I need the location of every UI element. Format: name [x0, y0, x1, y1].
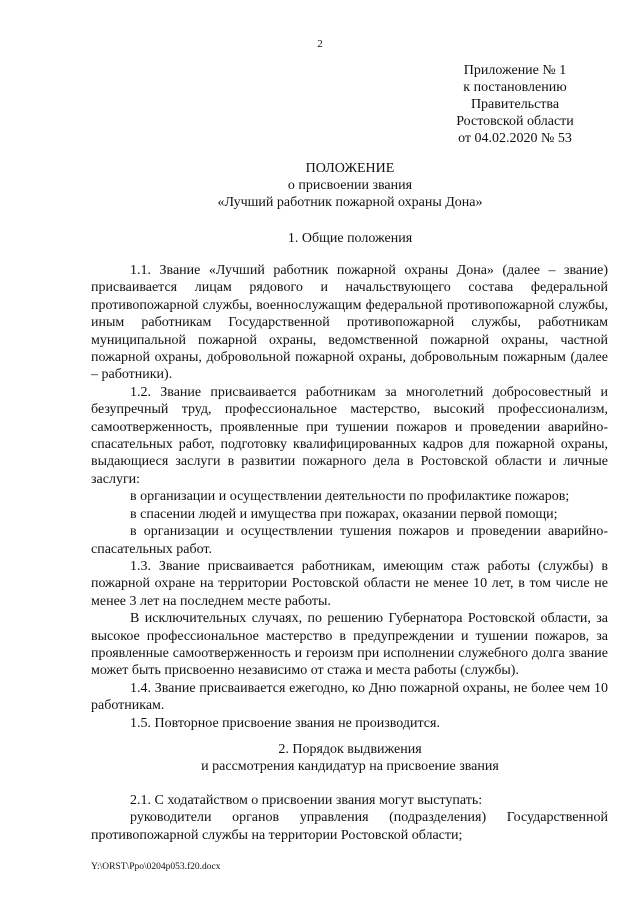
appendix-block — [430, 62, 600, 147]
section-2-heading — [0, 741, 640, 775]
paragraph: 1.4. Звание присваивается ежегодно, ко Дню пожарной охраны, не более чем 10 работникам. — [91, 680, 608, 714]
section-2-body — [91, 792, 608, 844]
paragraph: 2.1. С ходатайством о присвоении звания могут выступать: — [130, 793, 483, 808]
page-number: 2 — [317, 38, 323, 50]
section-2-heading-line: и рассмотрения кандидатур на присвоение звания — [201, 759, 499, 774]
paragraph: в спасении людей и имущества при пожарах, оказании первой помощи; — [130, 506, 558, 522]
paragraph: в организации и осуществлении тушения пожаров и проведении аварийно-спасательных работ. — [91, 524, 608, 557]
section-1-heading — [0, 230, 640, 247]
paragraph: 1.5. Повторное присвоение звания не производится. — [130, 715, 440, 731]
title-heading: ПОЛОЖЕНИЕ — [305, 161, 395, 176]
section-1-body — [91, 262, 608, 732]
section-2-heading-line: 2. Порядок выдвижения — [278, 742, 422, 757]
paragraph: В исключительных случаях, по решению Губернатора Ростовской области, за высокое профессиональное мастерство в предупреждении и тушении пожаров, за проявленные самоотверженность и героизм при исполнении служебного долга звание может быть присвоенно независимо от стажа и места работы (службы). — [91, 611, 608, 679]
paragraph: 1.1. Звание «Лучший работник пожарной охраны Дона» (далее – звание) присваивается лицам рядового и начальствующего состава федеральной противопожарной службы, военнослужащим федеральной противопожарной службы, иным работникам Государственной противопожарной службы, работникам муниципальной пожарной охраны, ведомственной пожарной охраны, частной пожарной охраны, добровольной пожарной охраны, добровольным пожарным (далее – работники). — [91, 263, 608, 383]
appendix-line: Приложение № 1 — [463, 63, 567, 78]
title-line: о присвоении звания — [287, 178, 413, 193]
paragraph: 1.2. Звание присваивается работникам за многолетний добросовестный и безупречный труд, профессиональное мастерство, высокий профессионализм, самоотверженность, проявленные при тушении пожаров и проведении аварийно-спасательных работ, подготовку квалифицированных кадров для пожарной охраны, выдающиеся заслуги в развитии пожарного дела в Ростовской области и личные заслуги: — [91, 384, 608, 487]
appendix-line: Ростовской области — [456, 114, 574, 129]
paragraph: в организации и осуществлении деятельности по профилактике пожаров; — [130, 489, 570, 505]
appendix-line: от 04.02.2020 № 53 — [458, 131, 572, 146]
paragraph: руководители органов управления (подразделения) Государственной противопожарной службы на территории Ростовской области; — [91, 810, 608, 843]
footer-file-path: Y:\ORST\Ppo\0204p053.f20.docx — [91, 862, 221, 872]
title-line: «Лучший работник пожарной охраны Дона» — [217, 195, 483, 210]
paragraph: 1.3. Звание присваивается работникам, имеющим стаж работы (службы) в пожарной охране на территории Ростовской области не менее 10 лет, в том числе не менее 3 лет на последнем месте работы. — [91, 558, 608, 609]
document-title — [0, 160, 640, 211]
appendix-line: к постановлению — [463, 80, 567, 95]
appendix-line: Правительства — [470, 97, 560, 112]
section-1-heading-text: 1. Общие положения — [287, 231, 413, 246]
